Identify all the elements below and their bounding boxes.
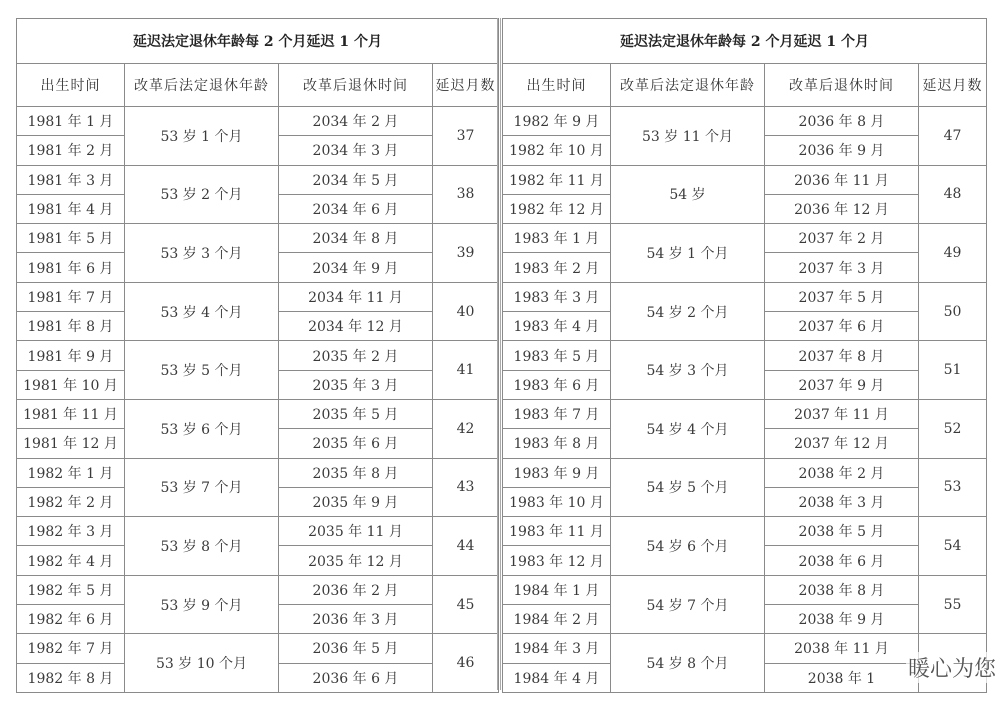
table-row: [503, 224, 987, 253]
header-birth: 出生时间: [503, 64, 611, 107]
retirement-time-cell: 2036 年 5 月: [279, 634, 433, 663]
table-row: [17, 165, 499, 194]
retirement-time-cell: 2035 年 6 月: [279, 429, 433, 458]
birth-cell: 1983 年 9 月: [503, 458, 611, 487]
birth-cell: 1984 年 1 月: [503, 575, 611, 604]
retirement-age-cell: 53 岁 8 个月: [125, 517, 279, 576]
table-row: [17, 399, 499, 428]
retirement-age-cell: 54 岁 6 个月: [611, 517, 765, 576]
retirement-time-cell: 2036 年 11 月: [765, 165, 919, 194]
header-delay: 延迟月数: [919, 64, 987, 107]
table-body-left: [17, 19, 499, 693]
header-age: 改革后法定退休年龄: [125, 64, 279, 107]
table-row: [17, 458, 499, 487]
birth-cell: 1983 年 3 月: [503, 282, 611, 311]
table-row: [17, 341, 499, 370]
delay-months-cell: 46: [433, 634, 499, 693]
birth-cell: 1984 年 3 月: [503, 634, 611, 663]
delay-months-cell: 44: [433, 517, 499, 576]
birth-cell: 1982 年 10 月: [503, 136, 611, 165]
retirement-time-cell: 2037 年 8 月: [765, 341, 919, 370]
retirement-time-cell: 2038 年 11 月: [765, 634, 919, 663]
retirement-age-cell: 54 岁: [611, 165, 765, 224]
retirement-time-cell: 2038 年 1: [765, 663, 919, 692]
retirement-table-right: [502, 18, 987, 693]
birth-cell: 1983 年 8 月: [503, 429, 611, 458]
delay-months-cell: 51: [919, 341, 987, 400]
birth-cell: 1983 年 12 月: [503, 546, 611, 575]
retirement-time-cell: 2036 年 8 月: [765, 107, 919, 136]
table-row: [17, 107, 499, 136]
table-row: [17, 517, 499, 546]
birth-cell: 1982 年 6 月: [17, 605, 125, 634]
retirement-age-cell: 53 岁 9 个月: [125, 575, 279, 634]
header-delay: 延迟月数: [433, 64, 499, 107]
right-table-panel: [502, 18, 986, 690]
table-row: [503, 282, 987, 311]
retirement-time-cell: 2034 年 11 月: [279, 282, 433, 311]
table-row: [17, 575, 499, 604]
header-retire-time: 改革后退休时间: [765, 64, 919, 107]
retirement-age-cell: 53 岁 4 个月: [125, 282, 279, 341]
retirement-age-cell: 53 岁 11 个月: [611, 107, 765, 166]
retirement-time-cell: 2036 年 12 月: [765, 194, 919, 223]
retirement-age-cell: 54 岁 3 个月: [611, 341, 765, 400]
delay-months-cell: 41: [433, 341, 499, 400]
header-row: [17, 64, 499, 107]
birth-cell: 1981 年 4 月: [17, 194, 125, 223]
delay-months-cell: 39: [433, 224, 499, 283]
title-row: [17, 19, 499, 64]
retirement-time-cell: 2038 年 6 月: [765, 546, 919, 575]
birth-cell: 1981 年 6 月: [17, 253, 125, 282]
birth-cell: 1984 年 2 月: [503, 605, 611, 634]
birth-cell: 1982 年 11 月: [503, 165, 611, 194]
retirement-time-cell: 2034 年 5 月: [279, 165, 433, 194]
retirement-age-cell: 54 岁 4 个月: [611, 399, 765, 458]
delay-months-cell: 37: [433, 107, 499, 166]
delay-months-cell: 50: [919, 282, 987, 341]
retirement-time-cell: 2038 年 2 月: [765, 458, 919, 487]
birth-cell: 1984 年 4 月: [503, 663, 611, 692]
retirement-time-cell: 2037 年 12 月: [765, 429, 919, 458]
retirement-time-cell: 2035 年 8 月: [279, 458, 433, 487]
retirement-time-cell: 2036 年 3 月: [279, 605, 433, 634]
birth-cell: 1981 年 11 月: [17, 399, 125, 428]
retirement-time-cell: 2036 年 2 月: [279, 575, 433, 604]
retirement-time-cell: 2035 年 11 月: [279, 517, 433, 546]
birth-cell: 1983 年 6 月: [503, 370, 611, 399]
birth-cell: 1983 年 11 月: [503, 517, 611, 546]
retirement-time-cell: 2037 年 9 月: [765, 370, 919, 399]
retirement-time-cell: 2034 年 9 月: [279, 253, 433, 282]
delay-months-cell: 43: [433, 458, 499, 517]
header-row: [503, 64, 987, 107]
birth-cell: 1982 年 9 月: [503, 107, 611, 136]
birth-cell: 1982 年 3 月: [17, 517, 125, 546]
birth-cell: 1983 年 10 月: [503, 487, 611, 516]
birth-cell: 1982 年 7 月: [17, 634, 125, 663]
table-row: [503, 575, 987, 604]
table-body-right: [503, 19, 987, 693]
retirement-age-cell: 53 岁 10 个月: [125, 634, 279, 693]
retirement-time-cell: 2034 年 12 月: [279, 312, 433, 341]
retirement-time-cell: 2038 年 5 月: [765, 517, 919, 546]
delay-months-cell: 55: [919, 575, 987, 634]
birth-cell: 1981 年 7 月: [17, 282, 125, 311]
birth-cell: 1983 年 1 月: [503, 224, 611, 253]
table-row: [503, 107, 987, 136]
birth-cell: 1981 年 12 月: [17, 429, 125, 458]
retirement-time-cell: 2037 年 5 月: [765, 282, 919, 311]
birth-cell: 1983 年 2 月: [503, 253, 611, 282]
birth-cell: 1982 年 1 月: [17, 458, 125, 487]
birth-cell: 1983 年 5 月: [503, 341, 611, 370]
retirement-age-cell: 53 岁 3 个月: [125, 224, 279, 283]
header-retire-time: 改革后退休时间: [279, 64, 433, 107]
retirement-time-cell: 2035 年 2 月: [279, 341, 433, 370]
birth-cell: 1982 年 4 月: [17, 546, 125, 575]
birth-cell: 1981 年 10 月: [17, 370, 125, 399]
retirement-time-cell: 2036 年 9 月: [765, 136, 919, 165]
birth-cell: 1981 年 1 月: [17, 107, 125, 136]
table-row: [17, 282, 499, 311]
retirement-time-cell: 2036 年 6 月: [279, 663, 433, 692]
retirement-age-cell: 53 岁 6 个月: [125, 399, 279, 458]
retirement-age-cell: 54 岁 5 个月: [611, 458, 765, 517]
birth-cell: 1981 年 5 月: [17, 224, 125, 253]
table-row: [503, 458, 987, 487]
retirement-time-cell: 2038 年 9 月: [765, 605, 919, 634]
retirement-time-cell: 2035 年 5 月: [279, 399, 433, 428]
delay-months-cell: 49: [919, 224, 987, 283]
birth-cell: 1982 年 8 月: [17, 663, 125, 692]
retirement-age-cell: 53 岁 5 个月: [125, 341, 279, 400]
table-row: [503, 399, 987, 428]
birth-cell: 1982 年 5 月: [17, 575, 125, 604]
delay-months-cell: 54: [919, 517, 987, 576]
birth-cell: 1981 年 8 月: [17, 312, 125, 341]
delay-months-cell: 47: [919, 107, 987, 166]
delay-months-cell: 38: [433, 165, 499, 224]
table-row: [503, 341, 987, 370]
delay-months-cell: 52: [919, 399, 987, 458]
birth-cell: 1982 年 2 月: [17, 487, 125, 516]
delay-months-cell: 42: [433, 399, 499, 458]
retirement-time-cell: 2037 年 2 月: [765, 224, 919, 253]
retirement-age-cell: 54 岁 8 个月: [611, 634, 765, 693]
birth-cell: 1981 年 3 月: [17, 165, 125, 194]
retirement-age-cell: 54 岁 2 个月: [611, 282, 765, 341]
retirement-age-cell: 53 岁 1 个月: [125, 107, 279, 166]
table-title: 延迟法定退休年龄每 2 个月延迟 1 个月: [17, 19, 499, 64]
birth-cell: 1983 年 4 月: [503, 312, 611, 341]
delay-months-cell: 48: [919, 165, 987, 224]
table-row: [17, 224, 499, 253]
retirement-time-cell: 2035 年 9 月: [279, 487, 433, 516]
delay-months-cell: 45: [433, 575, 499, 634]
retirement-age-cell: 54 岁 1 个月: [611, 224, 765, 283]
title-row: [503, 19, 987, 64]
birth-cell: 1981 年 9 月: [17, 341, 125, 370]
retirement-time-cell: 2035 年 3 月: [279, 370, 433, 399]
retirement-time-cell: 2034 年 8 月: [279, 224, 433, 253]
retirement-time-cell: 2038 年 8 月: [765, 575, 919, 604]
retirement-time-cell: 2037 年 6 月: [765, 312, 919, 341]
table-row: [503, 517, 987, 546]
retirement-age-cell: 53 岁 2 个月: [125, 165, 279, 224]
retirement-time-cell: 2038 年 3 月: [765, 487, 919, 516]
retirement-age-cell: 54 岁 7 个月: [611, 575, 765, 634]
retirement-time-cell: 2034 年 2 月: [279, 107, 433, 136]
delay-months-cell: 40: [433, 282, 499, 341]
left-table-panel: [16, 18, 498, 690]
retirement-time-cell: 2034 年 3 月: [279, 136, 433, 165]
center-divider: [497, 18, 501, 690]
header-birth: 出生时间: [17, 64, 125, 107]
retirement-time-cell: 2034 年 6 月: [279, 194, 433, 223]
retirement-time-cell: 2035 年 12 月: [279, 546, 433, 575]
retirement-time-cell: 2037 年 3 月: [765, 253, 919, 282]
birth-cell: 1982 年 12 月: [503, 194, 611, 223]
table-title: 延迟法定退休年龄每 2 个月延迟 1 个月: [503, 19, 987, 64]
delay-months-cell: 53: [919, 458, 987, 517]
retirement-time-cell: 2037 年 11 月: [765, 399, 919, 428]
retirement-table-left: [16, 18, 499, 693]
table-row: [503, 165, 987, 194]
retirement-age-cell: 53 岁 7 个月: [125, 458, 279, 517]
birth-cell: 1981 年 2 月: [17, 136, 125, 165]
watermark-text: 暖心为您: [906, 652, 998, 683]
table-row: [17, 634, 499, 663]
birth-cell: 1983 年 7 月: [503, 399, 611, 428]
header-age: 改革后法定退休年龄: [611, 64, 765, 107]
